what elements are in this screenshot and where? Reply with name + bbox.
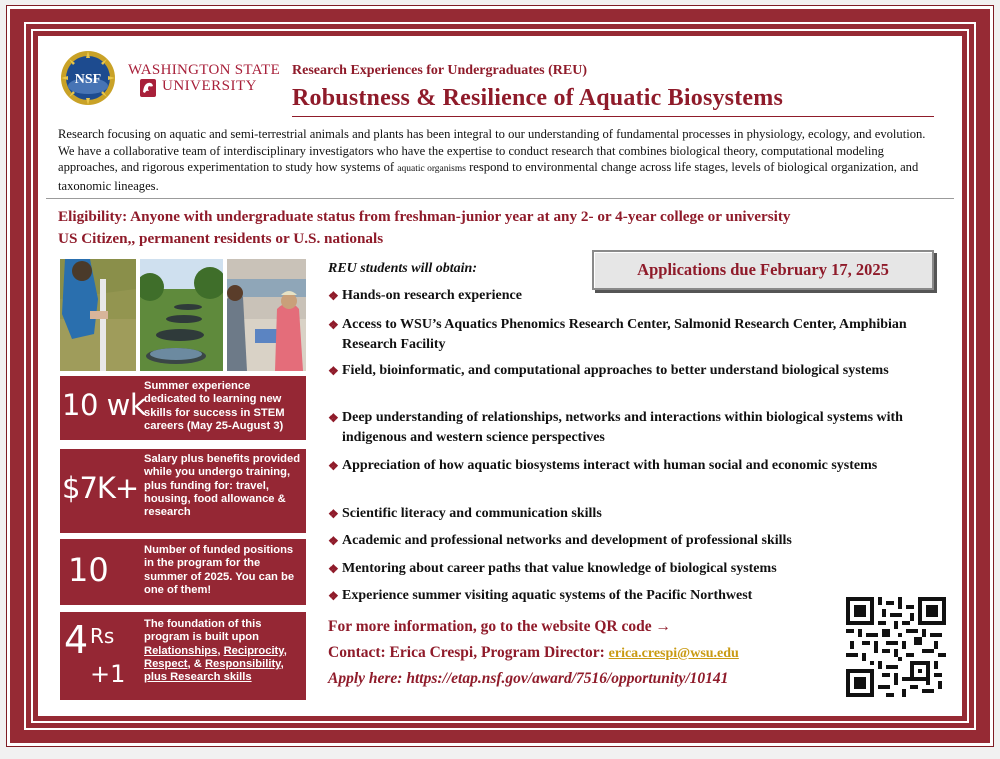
diamond-bullet-icon: ❖ bbox=[328, 318, 339, 332]
benefit-text: Scientific literacy and communication skills bbox=[342, 506, 602, 521]
diamond-bullet-icon: ❖ bbox=[328, 411, 339, 425]
eligibility-line-2: US Citizen,, permanent residents or U.S. nationals bbox=[58, 230, 384, 247]
stat-positions-text: Number of funded positions in the program for the summer of 2025. You can be one of them! bbox=[144, 544, 295, 596]
diamond-bullet-icon: ❖ bbox=[328, 589, 339, 603]
benefit-text: Field, bioinformatic, and computational approaches to better understand biological systems bbox=[342, 363, 889, 378]
more-info-line bbox=[328, 618, 671, 636]
wsu-cougar-icon bbox=[140, 79, 156, 97]
stat-4rs-sep-1: , bbox=[217, 644, 224, 657]
diamond-bullet-icon: ❖ bbox=[328, 507, 339, 521]
stat-duration-value: 10 wk bbox=[62, 388, 147, 422]
benefit-item bbox=[328, 456, 918, 476]
benefit-text: Academic and professional networks and development of professional skills bbox=[342, 533, 792, 548]
stat-4rs-label: Rs bbox=[90, 624, 115, 648]
benefit-item bbox=[328, 361, 918, 381]
eligibility-line-1: Eligibility: Anyone with undergraduate status from freshman-junior year at any 2- or 4-year college or university bbox=[58, 208, 791, 225]
benefit-text: Hands-on research experience bbox=[342, 288, 522, 303]
stat-box-4rs bbox=[60, 612, 306, 700]
benefit-item bbox=[328, 408, 918, 448]
stat-salary-value: $7K+ bbox=[62, 471, 139, 505]
value-respect: Respect bbox=[144, 657, 188, 670]
stat-4rs-sep-4: , bbox=[280, 657, 284, 670]
deadline-banner: Applications due February 17, 2025 bbox=[592, 250, 934, 290]
wsu-logo bbox=[128, 62, 281, 104]
wsu-logo-line2: UNIVERSITY bbox=[162, 78, 257, 94]
value-research-skills: plus Research skills bbox=[144, 671, 252, 684]
contact-line bbox=[328, 644, 739, 662]
intro-text-small: aquatic organisms bbox=[397, 164, 466, 174]
stat-4rs-sep-3: , & bbox=[187, 657, 205, 670]
intro-divider bbox=[46, 198, 954, 199]
stat-box-positions bbox=[60, 539, 306, 605]
title-divider bbox=[292, 116, 934, 117]
wsu-logo-line1: WASHINGTON STATE bbox=[128, 62, 281, 78]
benefit-text: Mentoring about career paths that value knowledge of biological systems bbox=[342, 561, 777, 576]
benefit-text: Deep understanding of relationships, networks and interactions within biological systems with indigenous and western science perspectives bbox=[342, 410, 903, 445]
intro-text-1: Research focusing on aquatic and semi-terrestrial animals and plants has been integral to our understanding of fundamental processes in physiology, ecology, and evolution. We have a collaborative team of interdisciplinary investigators who have the expertise to conduct research that combines biological theory, computational modeling approaches, and rigorous experimentation to study how systems of bbox=[58, 127, 926, 174]
benefit-text: Access to WSU’s Aquatics Phenomics Research Center, Salmonid Research Center, Amphibian Research Facility bbox=[342, 317, 907, 352]
diamond-bullet-icon: ❖ bbox=[328, 364, 339, 378]
stat-positions-value: 10 bbox=[68, 551, 109, 589]
qr-code-icon[interactable] bbox=[846, 597, 946, 697]
program-subtitle: Research Experiences for Undergraduates (REU) bbox=[292, 63, 587, 78]
more-info-text: For more information, go to the website QR code bbox=[328, 618, 652, 635]
benefit-text: Experience summer visiting aquatic systems of the Pacific Northwest bbox=[342, 588, 753, 603]
stat-4rs-text-lead: The foundation of this program is built upon bbox=[144, 618, 262, 644]
stat-duration-text: Summer experience dedicated to learning new skills for success in STEM careers (May 25-August 3) bbox=[144, 380, 285, 432]
eligibility-block bbox=[58, 206, 948, 250]
intro-paragraph bbox=[58, 126, 928, 194]
diamond-bullet-icon: ❖ bbox=[328, 289, 339, 303]
benefit-item bbox=[328, 559, 918, 579]
contact-label: Contact: Erica Crespi, Program Director: bbox=[328, 644, 605, 661]
nsf-logo-text: NSF bbox=[74, 72, 102, 87]
value-relationships: Relationships bbox=[144, 644, 218, 657]
diamond-bullet-icon: ❖ bbox=[328, 562, 339, 576]
benefit-text: Appreciation of how aquatic biosystems interact with human social and economic systems bbox=[342, 458, 878, 473]
stat-box-duration bbox=[60, 376, 306, 440]
stat-4rs-sep-2: , bbox=[283, 644, 287, 657]
stat-4rs-number: 4 bbox=[64, 618, 89, 662]
nsf-logo-icon bbox=[60, 50, 116, 106]
poster-content bbox=[38, 36, 962, 716]
benefit-item bbox=[328, 315, 918, 355]
benefit-item bbox=[328, 504, 918, 524]
stat-4rs-plus-one: +1 bbox=[90, 660, 126, 688]
benefits-heading: REU students will obtain: bbox=[328, 261, 477, 276]
benefit-item bbox=[328, 531, 918, 551]
value-reciprocity: Reciprocity bbox=[223, 644, 284, 657]
lab-students-photo bbox=[227, 259, 306, 371]
page-title: Robustness & Resilience of Aquatic Biosystems bbox=[292, 85, 784, 111]
contact-email-link[interactable]: erica.crespi@wsu.edu bbox=[608, 646, 739, 661]
apply-link[interactable]: Apply here: https://etap.nsf.gov/award/7516/opportunity/10141 bbox=[328, 670, 729, 687]
arrow-right-icon: → bbox=[655, 618, 671, 635]
value-responsibility: Responsibility bbox=[204, 657, 281, 670]
benefit-item bbox=[328, 286, 918, 306]
intro-text-2: respond to environmental change across life stages, levels of biological organization, and taxonomic lineages. bbox=[58, 160, 919, 193]
diamond-bullet-icon: ❖ bbox=[328, 459, 339, 473]
stat-4rs-text bbox=[144, 618, 302, 684]
benefit-item bbox=[328, 586, 918, 606]
stat-salary-text: Salary plus benefits provided while you undergo training, plus funding for: travel, housing, food allowance & research bbox=[144, 453, 301, 519]
field-research-photo bbox=[60, 259, 136, 371]
stat-box-salary bbox=[60, 449, 306, 533]
diamond-bullet-icon: ❖ bbox=[328, 534, 339, 548]
aquatic-tanks-photo bbox=[140, 259, 223, 371]
